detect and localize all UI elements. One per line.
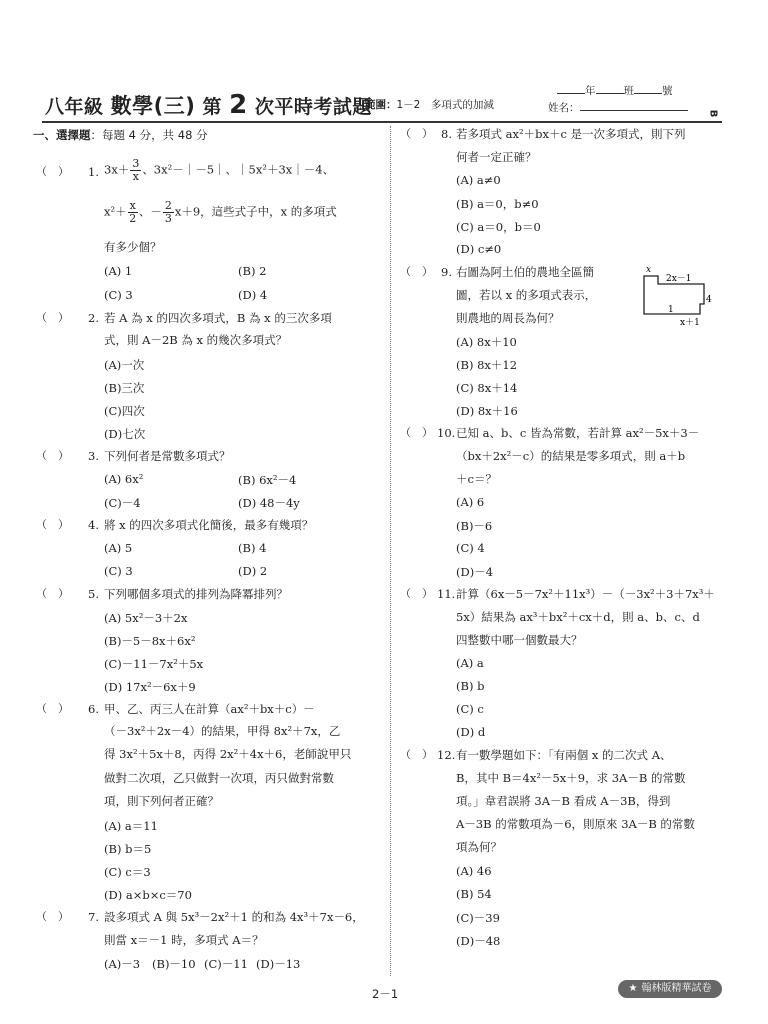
question-line: 則當 x＝－1 時，多項式 A＝？ (104, 933, 264, 947)
question-line: 設多項式 A 與 5x³－2x²＋1 的和為 4x³＋7x－6， (104, 910, 364, 924)
question-number: 1. (88, 165, 99, 179)
side-mark: B (707, 109, 719, 118)
page-number: 2－1 (372, 987, 399, 1001)
question-line: B，其中 B＝4x²－5x＋9，求 3A－B 的常數 (456, 771, 686, 785)
option-a: (A) a≠0 (456, 173, 501, 187)
option-d: (D) 48－4y (238, 496, 300, 510)
question-line: x²＋ $\frac{x}{2}$ 、－ $\frac{2}{3}$ x＋9，這些式子中，x 的多項式 (104, 199, 337, 225)
option-c: (C) c (456, 702, 484, 716)
question-line: ＋c＝？ (456, 472, 497, 486)
option-c: (C) a＝0，b＝0 (456, 220, 541, 234)
option-c: (C)－4 (104, 496, 141, 510)
question-line: 有一數學題如下：「有兩個 x 的二次式 A、 (456, 748, 672, 762)
option-a: (A) 46 (456, 864, 492, 878)
question-line: 下列哪個多項式的排列為降冪排列？ (104, 587, 288, 601)
option-a: (A)－3 (104, 957, 141, 971)
answer-blank: （ ） (36, 910, 69, 923)
question-line: 已知 a、b、c 皆為常數，若計算 ax²－5x＋3－ (456, 426, 700, 440)
option-a: (A) a (456, 656, 484, 670)
answer-blank: （ ） (400, 748, 433, 761)
question-line: 計算（6x－5－7x²＋11x³）－（－3x²＋3＋7x³＋ (456, 587, 715, 601)
question-line: 若 A 為 x 的四次多項式，B 為 x 的三次多項 (104, 311, 332, 325)
option-d: (D) 2 (238, 564, 268, 578)
question-number: 6. (88, 702, 99, 716)
fig-label-top: 2x－1 (666, 274, 692, 284)
option-c: (C)－11－7x²＋5x (104, 657, 204, 671)
option-d: (D) a×b×c＝70 (104, 888, 192, 902)
grade-label: 八年級 (45, 96, 104, 118)
question-number: 8. (441, 127, 452, 141)
question-line: 何者一定正確？ (456, 150, 537, 164)
option-b: (B) 8x＋12 (456, 358, 518, 372)
answer-blank: （ ） (36, 165, 69, 178)
question-line: （－3x²＋2x－4）的結果，甲得 8x²＋7x，乙 (104, 724, 341, 738)
section-heading (33, 127, 208, 143)
option-a: (A) 8x＋10 (456, 335, 517, 349)
question-number: 12. (437, 748, 456, 762)
column-divider (390, 126, 392, 976)
option-b: (B)－6 (456, 519, 493, 533)
fig-label-left: 1 (668, 305, 674, 315)
question-line: 5x）結果為 ax³＋bx²＋cx＋d，則 a、b、c、d (456, 610, 700, 624)
subject-label: 數學(三) (110, 94, 196, 118)
question-line: 四整數中哪一個數最大？ (456, 633, 583, 647)
option-c: (C) 3 (104, 288, 133, 302)
option-b: (B) 54 (456, 887, 492, 901)
question-number: 2. (88, 311, 99, 325)
question-line: A－3B 的常數項為－6，則原來 3A－B 的常數 (456, 817, 695, 831)
option-d: (D)－48 (456, 934, 501, 948)
header-rule (42, 121, 722, 123)
option-a: (A)一次 (104, 358, 145, 372)
option-b: (B) a＝0，b≠0 (456, 197, 539, 211)
option-d: (D) 8x＋16 (456, 404, 518, 418)
option-c: (C)四次 (104, 404, 145, 418)
question-number: 11. (437, 587, 456, 601)
option-b: (B) 4 (238, 541, 267, 555)
question-line: 下列何者是常數多項式？ (104, 449, 231, 463)
exam-range (365, 97, 494, 112)
question-line: 將 x 的四次多項式化簡後，最多有幾項？ (104, 518, 314, 532)
option-c: (C) 3 (104, 564, 133, 578)
farmland-figure (636, 262, 720, 330)
option-b: (B)－5－8x＋6x² (104, 634, 196, 648)
question-line: 圖，若以 x 的多項式表示， (456, 288, 597, 302)
option-d: (D)七次 (104, 427, 146, 441)
question-line: 則農地的周長為何？ (456, 311, 560, 325)
question-line: 右圖為阿土伯的農地全區簡 (456, 265, 594, 279)
section-title: 一、選擇題 (33, 128, 91, 142)
seat-number-label: 號 (662, 85, 673, 97)
name-field (548, 100, 688, 115)
fig-label-x: x (646, 265, 652, 275)
class-label: 班 (623, 85, 634, 97)
option-d: (D)－13 (256, 957, 301, 971)
year-label: 年 (585, 85, 596, 97)
range-value: 1－2 多項式的加減 (396, 99, 494, 111)
option-b: (B) 6x²－4 (238, 473, 297, 487)
option-b: (B) b＝5 (104, 842, 152, 856)
option-b: (B)三次 (104, 381, 145, 395)
answer-blank: （ ） (36, 702, 69, 715)
option-c: (C) 4 (456, 541, 485, 555)
option-c: (C) c＝3 (104, 865, 151, 879)
option-b: (B) 2 (238, 264, 267, 278)
question-line: 有多少個？ (104, 240, 162, 254)
option-d: (D) c≠0 (456, 242, 502, 256)
option-c: (C)－39 (456, 911, 500, 925)
question-number: 3. (88, 449, 99, 463)
question-number: 10. (437, 426, 456, 440)
question-number: 5. (88, 587, 99, 601)
question-line: 做對二次項，乙只做對一次項，丙只做對常數 (104, 771, 334, 785)
question-line: （bx＋2x²－c）的結果是零多項式，則 a＋b (456, 449, 686, 463)
question-line: 得 3x²＋5x＋8，丙得 2x²＋4x＋6，老師說甲只 (104, 747, 352, 761)
question-line: 項為何？ (456, 840, 502, 854)
fig-label-bottom: x＋1 (680, 318, 700, 328)
question-line: 3x＋ $\frac{3}{x}$ 、3x²－｜－5｜、｜5x²＋3x｜－4、 (104, 157, 335, 183)
question-number: 7. (88, 910, 99, 924)
option-d: (D) 4 (238, 288, 268, 302)
option-a: (A) 1 (104, 264, 133, 278)
logo-text: 翰林版精華試卷 (641, 983, 712, 994)
option-b: (B) b (456, 679, 485, 693)
question-line: 甲、乙、丙三人在計算（ax²＋bx＋c）－ (104, 702, 315, 716)
answer-blank: （ ） (400, 587, 433, 600)
answer-blank: （ ） (400, 265, 433, 278)
answer-blank: （ ） (400, 127, 433, 140)
answer-blank: （ ） (36, 587, 69, 600)
option-d: (D)－4 (456, 565, 494, 579)
range-label: 範圍： (365, 99, 397, 111)
nth-prefix: 第 (202, 96, 222, 118)
section-desc: ：每題 4 分，共 48 分 (90, 128, 208, 142)
exam-title (45, 90, 372, 120)
nth-number: 2 (229, 90, 248, 120)
fig-label-right: 4 (706, 295, 712, 305)
option-d: (D) d (456, 725, 486, 739)
option-a: (A) a＝11 (104, 819, 158, 833)
option-a: (A) 5x²－3＋2x (104, 611, 188, 625)
publisher-logo (618, 980, 722, 998)
question-line: 項。」韋君誤將 3A－B 看成 A－3B，得到 (456, 794, 671, 808)
option-b: (B)－10 (152, 957, 196, 971)
question-line: 若多項式 ax²＋bx＋c 是一次多項式，則下列 (456, 127, 686, 141)
question-line: 項，則下列何者正確？ (104, 794, 219, 808)
question-number: 4. (88, 518, 99, 532)
option-a: (A) 6 (456, 495, 485, 509)
question-number: 9. (441, 265, 452, 279)
option-d: (D) 17x²－6x＋9 (104, 680, 196, 694)
option-a: (A) 5 (104, 541, 133, 555)
option-a: (A) 6x² (104, 472, 144, 486)
class-info (557, 83, 673, 98)
option-c: (C) 8x＋14 (456, 381, 518, 395)
answer-blank: （ ） (36, 449, 69, 462)
name-label: 姓名： (548, 102, 580, 114)
star-icon: ★ (628, 983, 638, 994)
answer-blank: （ ） (36, 311, 69, 324)
option-c: (C)－11 (204, 957, 248, 971)
answer-blank: （ ） (36, 518, 69, 531)
question-line: 式，則 A－2B 為 x 的幾次多項式？ (104, 333, 288, 347)
answer-blank: （ ） (400, 426, 433, 439)
nth-suffix: 次平時考試題 (254, 96, 372, 118)
